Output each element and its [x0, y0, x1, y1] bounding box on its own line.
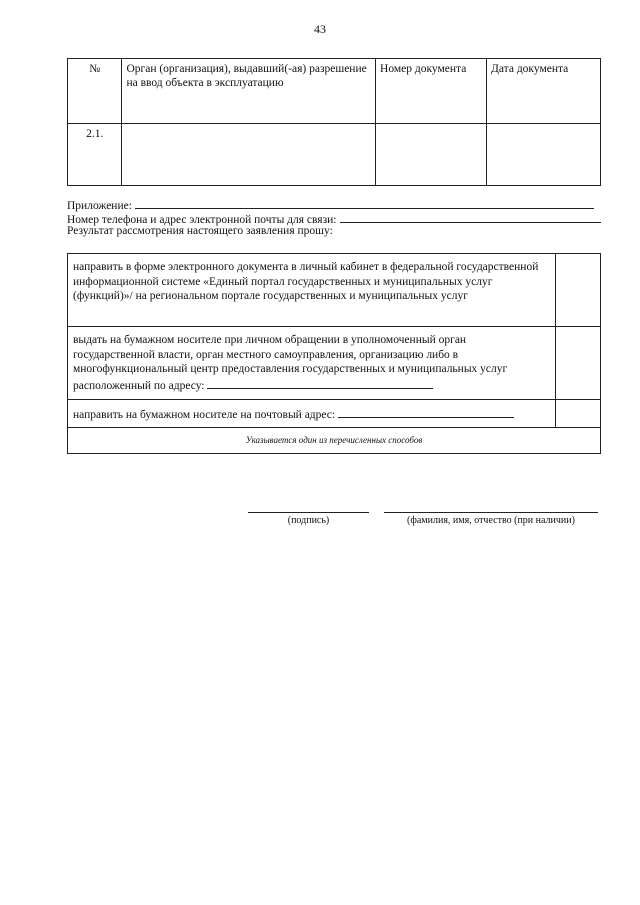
option-row — [68, 327, 601, 400]
result-request-line — [67, 225, 601, 237]
in-person-address-field[interactable] — [207, 377, 433, 389]
attachment-label: Приложение: — [67, 200, 132, 212]
header-document-number: Номер документа — [376, 59, 487, 124]
option-in-person-text: выдать на бумажном носителе при личном обращении в уполномоченный орган государственной власти, орган местного самоуправления, организацию либо в многофункциональный центр предоставления государственных и муниципальных услуг расположенный по адресу: — [73, 334, 508, 392]
contact-line — [67, 211, 601, 226]
full-name-line[interactable] — [384, 512, 598, 513]
option-mail — [68, 400, 556, 428]
option-row — [68, 400, 601, 428]
permit-document-table — [67, 58, 601, 186]
page-number: 43 — [314, 22, 326, 36]
option-mail-text: направить на бумажном носителе на почтовый адрес: — [73, 409, 336, 421]
row-number-cell: 2.1. — [68, 124, 122, 186]
delivery-options-table — [67, 253, 601, 454]
header-organ: Орган (организация), выдавший(-ая) разрешение на ввод объекта в эксплуатацию — [122, 59, 376, 124]
document-number-cell[interactable] — [376, 124, 487, 186]
contact-label: Номер телефона и адрес электронной почты для связи: — [67, 214, 337, 226]
table-row — [68, 124, 601, 186]
option-in-person-checkbox[interactable] — [556, 327, 601, 400]
contact-field[interactable] — [340, 211, 602, 223]
header-document-date: Дата документа — [487, 59, 601, 124]
result-request-label: Результат рассмотрения настоящего заявления прошу: — [67, 225, 333, 237]
note-row — [68, 428, 601, 454]
option-row — [68, 254, 601, 327]
option-electronic-text: направить в форме электронного документа в личный кабинет в федеральной государственной информационной системе «Единый портал государственных и муниципальных услуг (функций)»/ на региональном портале государственных и муниципальных услуг — [68, 254, 556, 327]
attachment-line — [67, 197, 601, 212]
full-name-caption: (фамилия, имя, отчество (при наличии) — [407, 515, 575, 526]
header-number: № — [68, 59, 122, 124]
option-electronic-checkbox[interactable] — [556, 254, 601, 327]
document-date-cell[interactable] — [487, 124, 601, 186]
option-in-person — [68, 327, 556, 400]
signature-caption: (подпись) — [287, 515, 330, 526]
attachment-field[interactable] — [135, 197, 594, 209]
postal-address-field[interactable] — [338, 406, 514, 418]
options-note: Указывается один из перечисленных способов — [68, 428, 601, 454]
organ-cell[interactable] — [122, 124, 376, 186]
signature-line[interactable] — [248, 512, 369, 513]
table-header-row — [68, 59, 601, 124]
option-mail-checkbox[interactable] — [556, 400, 601, 428]
